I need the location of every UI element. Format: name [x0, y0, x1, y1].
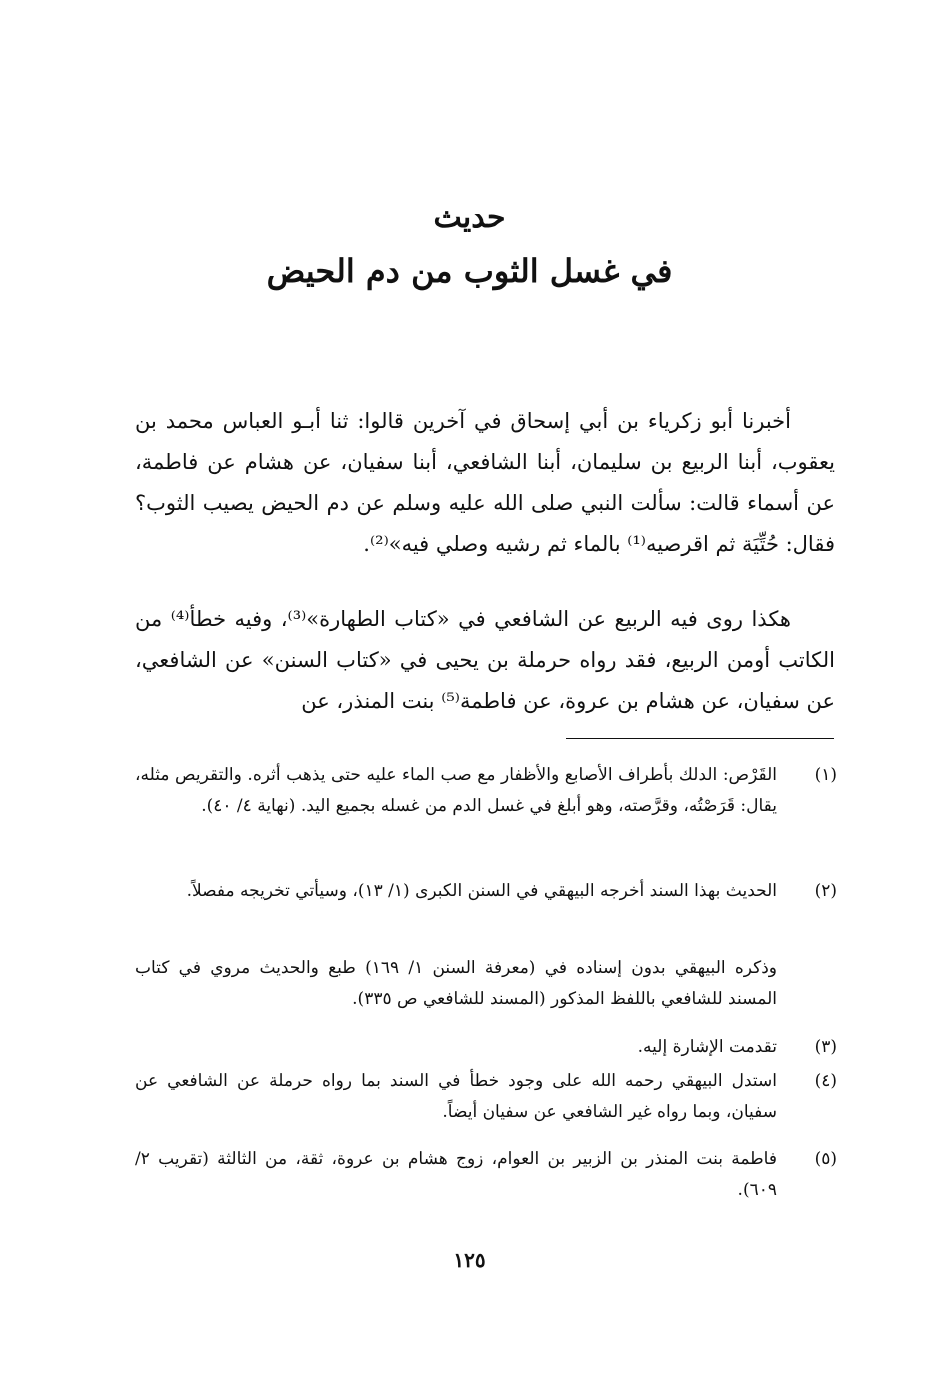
footnote-1: [135, 760, 837, 822]
footnote-5: [135, 1144, 837, 1206]
chapter-title: في غسل الثوب من دم الحيض: [266, 252, 673, 290]
footnote-text: وذكره البيهقي بدون إسناده في (معرفة السنن ١/ ١٦٩) طبع والحديث مروي في كتاب المسند للشافعي باللفظ المذكور (المسند للشافعي ص ٣٣٥).: [135, 958, 777, 1009]
chapter-label: حديث: [433, 200, 506, 235]
footnote-text: فاطمة بنت المنذر بن الزبير بن العوام، زوج هشام بن عروة، ثقة، من الثالثة (تقريب ٢/ ٦٠٩).: [135, 1149, 777, 1200]
footnote-3: [135, 1032, 837, 1063]
footnote-text: القَرْص: الدلك بأطراف الأصابع والأظفار مع صب الماء عليه حتى يذهب أثره. والتقريص مثله، يقال: قَرَصْتُه، وقرَّصته، وهو أبلغ في غسل الدم من غسله بجميع اليد. (نهاية ٤/ ٤٠).: [135, 765, 777, 816]
footnote-number: (١): [814, 765, 837, 785]
footnote-2-continuation: [135, 953, 837, 1015]
body-paragraph-1: أخبرنا أبو زكرياء بن أبي إسحاق في آخرين قالوا: ثنا أبـو العباس محمد بن يعقوب، أبنا الربيع بن سليمان، أبنا الشافعي، أبنا سفيان، عن هشام عن فاطمة، عن أسماء قالت: سألت النبي صلى الله عليه وسلم عن دم الحيض يصيب الثوب؟ فقال: حُتِّيَة ثم اقرصيه⁽¹⁾ بالماء ثم رشيه وصلي فيه»⁽²⁾.: [135, 409, 835, 556]
footnote-text: تقدمت الإشارة إليه.: [637, 1037, 777, 1057]
footnote-number: (٢): [814, 881, 837, 901]
footnote-4: [135, 1066, 837, 1128]
footnote-text: الحديث بهذا السند أخرجه البيهقي في السنن الكبرى (١/ ١٣)، وسيأتي تخريجه مفصلاً.: [186, 881, 777, 901]
footnote-number: (٥): [814, 1149, 837, 1169]
footnote-text: استدل البيهقي رحمه الله على وجود خطأ في السند بما رواه حرملة عن الشافعي عن سفيان، وبما رواه غير الشافعي عن سفيان أيضاً.: [135, 1071, 777, 1122]
page-number: ١٢٥: [453, 1248, 486, 1272]
body-paragraph-2: هكذا روى فيه الربيع عن الشافعي في «كتاب الطهارة»⁽³⁾، وفيه خطأ⁽⁴⁾ من الكاتب أومن الربيع، فقد رواه حرملة بن يحيى في «كتاب السنن» عن الشافعي، عن سفيان، عن هشام بن عروة، عن فاطمة⁽⁵⁾ بنت المنذر، عن: [135, 607, 835, 713]
footnote-separator: [566, 738, 834, 739]
footnote-number: (٤): [814, 1071, 837, 1091]
footnote-2: [135, 876, 837, 907]
footnote-number: (٣): [814, 1037, 837, 1057]
